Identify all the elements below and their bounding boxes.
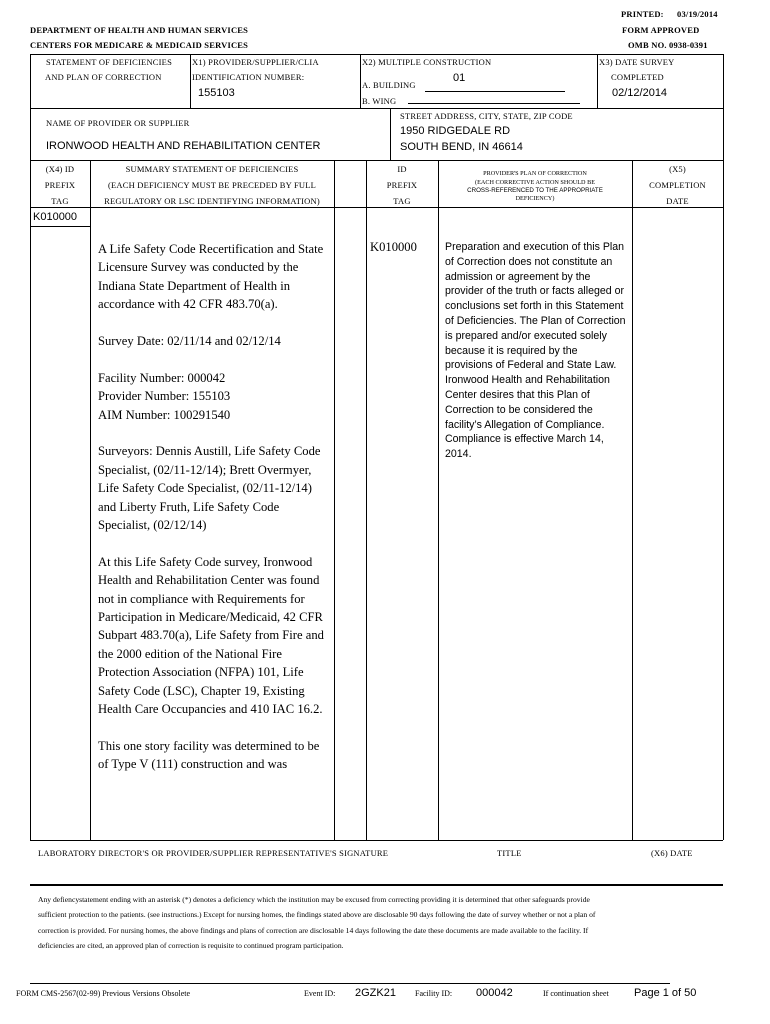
poc-header-1: PROVIDER'S PLAN OF CORRECTION (483, 170, 587, 177)
paragraph-construction: This one story facility was determined to be of Type V (111) construction and was (98, 738, 320, 772)
divider-x1 (190, 54, 191, 108)
wing-underline (408, 103, 580, 104)
x4-header-2: PREFIX (44, 180, 76, 190)
building-label: A. BUILDING (362, 80, 416, 90)
id-header-1: ID (397, 164, 407, 174)
paragraph-intro: A Life Safety Code Recertification and State Licensure Survey was conducted by the Indiana State Department of Health in accordance with 42 CFR 483.70(a). (98, 242, 324, 312)
x3-completed-label: COMPLETED (611, 72, 664, 82)
divider-address (390, 108, 391, 160)
facility-id-label: Facility ID: (415, 989, 453, 998)
address-label: STREET ADDRESS, CITY, STATE, ZIP CODE (400, 111, 573, 121)
x3-label: X3) DATE SURVEY (599, 57, 675, 67)
provider-name-value: IRONWOOD HEALTH AND REHABILITATION CENTER (46, 140, 321, 152)
footer-rule (30, 983, 670, 984)
left-tag: K010000 (33, 211, 78, 223)
row1-bottom (30, 108, 723, 109)
x1-id-label: IDENTIFICATION NUMBER: (192, 72, 305, 82)
facility-id-value: 000042 (476, 987, 513, 999)
poc-header-4: DEFICIENCY) (515, 195, 555, 202)
top-border (30, 54, 723, 55)
col-divider-id (438, 160, 439, 840)
omb-number: OMB NO. 0938-0391 (628, 40, 708, 50)
plan-correction-label: AND PLAN OF CORRECTION (45, 72, 162, 82)
event-id-label: Event ID: (304, 989, 336, 998)
signature-top-line (30, 840, 723, 841)
page-number: Page 1 of 50 (634, 987, 697, 999)
provider-name-label: NAME OF PROVIDER OR SUPPLIER (46, 118, 190, 128)
right-tag: K010000 (370, 240, 417, 254)
paragraph-facility-numbers: Facility Number: 000042 Provider Number: 155103 AIM Number: 100291540 (98, 370, 231, 422)
form-approved: FORM APPROVED (622, 25, 700, 35)
x5-header-2: COMPLETION (649, 180, 706, 190)
divider-x2 (360, 54, 361, 108)
building-underline (425, 91, 565, 92)
signature-label: LABORATORY DIRECTOR'S OR PROVIDER/SUPPLIER REPRESENTATIVE'S SIGNATURE (38, 848, 389, 858)
x4-header-1: (X4) ID (45, 164, 75, 174)
signature-bottom-line (30, 884, 723, 886)
summary-header-2: (EACH DEFICIENCY MUST BE PRECEDED BY FULL (107, 180, 317, 190)
summary-statement (98, 240, 330, 792)
x5-header-1: (X5) (669, 164, 686, 174)
statement-label: STATEMENT OF DEFICIENCIES (46, 57, 173, 67)
form-number: FORM CMS-2567(02-99) Previous Versions Obsolete (16, 989, 191, 998)
row2-bottom (30, 160, 723, 161)
printed-label: PRINTED: (621, 9, 664, 19)
x6-date-label: (X6) DATE (651, 848, 693, 858)
col-divider-poc (632, 160, 633, 840)
plan-of-correction-text: Preparation and execution of this Plan of Correction does not constitute an admission or agreement by the provider of the truth or facts alleged or conclusions set forth in this Statement of Deficiencies. The Plan of Correction is prepared and/or executed solely because it is required by the provisions of Federal and State Law. Ironwood Health and Rehabilitation Center desires that this Plan of Correction to be considered the facility’s Allegation of Compliance. Compliance is effective March 14, 2014. (445, 241, 626, 461)
summary-header-3: REGULATORY OR LSC IDENTIFYING INFORMATION) (104, 196, 320, 206)
title-label: TITLE (497, 848, 522, 858)
poc-header-2: (EACH CORRECTIVE ACTION SHOULD BE (475, 179, 595, 186)
left-tag-underline (30, 226, 90, 227)
paragraph-surveyors: Surveyors: Dennis Austill, Life Safety Code Specialist, (02/11-12/14); Brett Overmyer, Life Safety Code Specialist, (02/11-12/14) and Liberty Fruth, Life Safety Code Specialist, (02/12/14) (98, 444, 321, 533)
department-title: DEPARTMENT OF HEALTH AND HUMAN SERVICES (30, 25, 249, 35)
provider-id-value: 155103 (198, 87, 235, 99)
col-divider-prefix (90, 160, 91, 840)
disclaimer-text: Any defiencystatement ending with an asterisk (*) denotes a deficiency which the institution may be excused from correcting providing it is determined that other safeguards provide sufficient protection to the patients. (see instructions.) Except for nursing homes, the findings stated above are disclosable 90 days following the date of survey whether or not a plan of correction is provided. For nursing homes, the above findings and plans of correction are disclosable 14 days following the date these documents are made available to the facility. If deficiencies are cited, an approved plan of correction is requisite to continued program participation. (38, 895, 596, 951)
wing-label: B. WING (362, 96, 397, 106)
col-divider-summary (334, 160, 335, 840)
centers-title: CENTERS FOR MEDICARE & MEDICAID SERVICES (30, 40, 249, 50)
id-header-3: TAG (393, 196, 411, 206)
x1-label: X1) PROVIDER/SUPPLIER/CLIA (192, 57, 319, 67)
right-border (723, 54, 724, 840)
poc-header-3: CROSS-REFERENCED TO THE APPROPRIATE (467, 187, 603, 194)
column-header-bottom (30, 207, 723, 208)
x5-header-3: DATE (666, 196, 689, 206)
divider-x3 (597, 54, 598, 108)
address-line1: 1950 RIDGEDALE RD (400, 125, 511, 137)
continuation-label: If continuation sheet (543, 989, 609, 998)
paragraph-compliance: At this Life Safety Code survey, Ironwood Health and Rehabilitation Center was found not in compliance with Requirements for Participation in Medicare/Medicaid, 42 CFR Subpart 483.70(a), Life Safety from Fire and the 2000 edition of the National Fire Protection Association (NFPA) 101, Life Safety Code (LSC), Chapter 19, Existing Health Care Occupancies and 410 IAC 16.2. (98, 554, 324, 717)
printed-date: 03/19/2014 (677, 9, 718, 19)
address-line2: SOUTH BEND, IN 46614 (400, 141, 523, 153)
x4-header-3: TAG (51, 196, 69, 206)
col-divider-gap (366, 160, 367, 840)
event-id-value: 2GZK21 (355, 987, 396, 999)
summary-header-1: SUMMARY STATEMENT OF DEFICIENCIES (125, 164, 299, 174)
id-header-2: PREFIX (386, 180, 418, 190)
building-value: 01 (453, 72, 466, 84)
x2-label: X2) MULTIPLE CONSTRUCTION (362, 57, 492, 67)
survey-date-value: 02/12/2014 (612, 87, 668, 99)
paragraph-survey-date: Survey Date: 02/11/14 and 02/12/14 (98, 334, 281, 349)
